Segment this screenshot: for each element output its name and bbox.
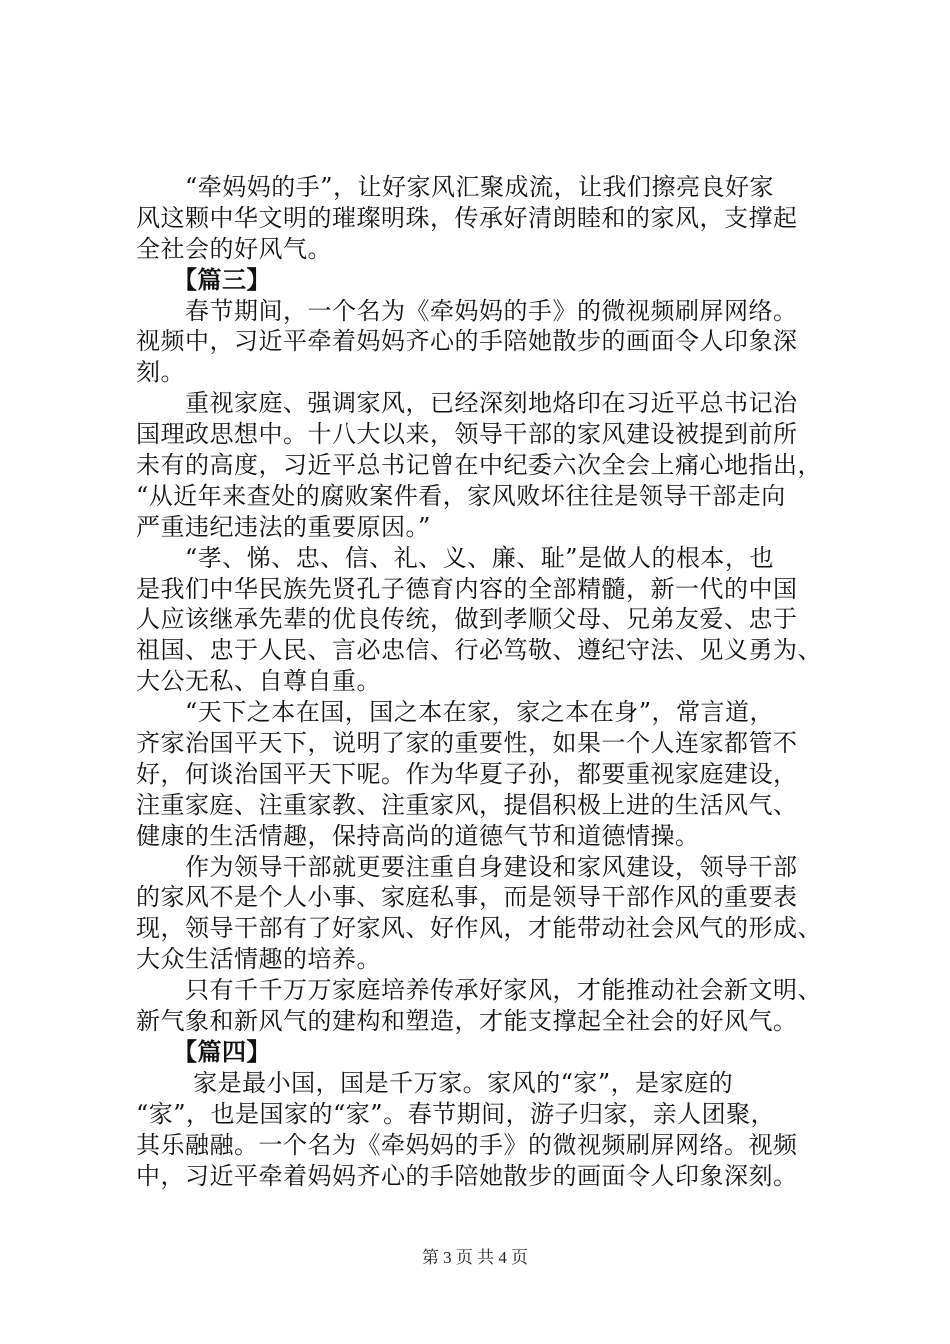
text-line: 作为领导干部就更要注重自身建设和家风建设，领导干部 xyxy=(136,852,798,881)
text-line: “家”，也是国家的“家”。春节期间，游子归家，亲人团聚， xyxy=(136,1099,776,1128)
text-line: 全社会的好风气。 xyxy=(136,234,332,263)
text-line: 的家风不是个人小事、家庭私事，而是领导干部作风的重要表 xyxy=(136,883,798,912)
text-line: 国理政思想中。十八大以来，领导干部的家风建设被提到前所 xyxy=(136,420,798,449)
paragraph xyxy=(136,1068,836,1192)
text-line: 大众生活情趣的培养。 xyxy=(136,945,381,974)
text-line: 现，领导干部有了好家风、好作风，才能带动社会风气的形成、 xyxy=(136,914,822,943)
text-line: 视频中，习近平牵着妈妈齐心的手陪她散步的画面令人印象深 xyxy=(136,327,798,356)
text-line: 是我们中华民族先贤孔子德育内容的全部精髓，新一代的中国 xyxy=(136,574,798,603)
text-line: 风这颗中华文明的璀璨明珠，传承好清朗睦和的家风，支撑起 xyxy=(136,203,798,232)
document-body xyxy=(136,172,836,1191)
paragraph xyxy=(136,543,836,697)
text-line: 新气象和新风气的建构和塑造，才能支撑起全社会的好风气。 xyxy=(136,1007,798,1036)
paragraph xyxy=(136,697,836,851)
section-heading xyxy=(136,265,836,296)
text-line: 刻。 xyxy=(136,358,185,387)
section-heading xyxy=(136,1037,836,1068)
text-line: “天下之本在国，国之本在家，家之本在身”，常言道， xyxy=(136,698,775,727)
text-line: “牵妈妈的手”，让好家风汇聚成流，让我们擦亮良好家 xyxy=(136,173,775,201)
text-line: 齐家治国平天下，说明了家的重要性，如果一个人连家都管不 xyxy=(136,729,798,758)
text-line: 重视家庭、强调家风，已经深刻地烙印在习近平总书记治 xyxy=(136,389,798,418)
text-line: 【篇四】 xyxy=(136,1036,271,1066)
text-line: 【篇三】 xyxy=(136,264,271,294)
text-line: 中，习近平牵着妈妈齐心的手陪她散步的画面令人印象深刻。 xyxy=(136,1161,798,1190)
paragraph xyxy=(136,296,836,389)
text-line: 注重家庭、注重家教、注重家风，提倡积极上进的生活风气、 xyxy=(136,790,798,819)
paragraph xyxy=(136,852,836,976)
text-line: 严重违纪违法的重要原因。” xyxy=(136,512,431,541)
text-line: “孝、悌、忠、信、礼、义、廉、耻”是做人的根本，也 xyxy=(136,543,775,572)
text-line: 大公无私、自尊自重。 xyxy=(136,667,381,696)
text-line: 春节期间，一个名为《牵妈妈的手》的微视频刷屏网络。 xyxy=(136,296,798,325)
text-line: 只有千千万万家庭培养传承好家风，才能推动社会新文明、 xyxy=(136,976,822,1005)
text-line: 家是最小国，国是千万家。家风的“家”，是家庭的 xyxy=(136,1068,734,1097)
text-line: “从近年来查处的腐败案件看，家风败坏往往是领导干部走向 xyxy=(136,481,786,510)
paragraph xyxy=(136,172,836,265)
text-line: 人应该继承先辈的优良传统，做到孝顺父母、兄弟友爱、忠于 xyxy=(136,605,798,634)
text-line: 祖国、忠于人民、言必忠信、行必笃敬、遵纪守法、见义勇为、 xyxy=(136,636,822,665)
paragraph xyxy=(136,975,836,1037)
text-line: 健康的生活情趣，保持高尚的道德气节和道德情操。 xyxy=(136,821,700,850)
paragraph xyxy=(136,388,836,542)
text-line: 其乐融融。一个名为《牵妈妈的手》的微视频刷屏网络。视频 xyxy=(136,1130,798,1159)
text-line: 未有的高度，习近平总书记曾在中纪委六次全会上痛心地指出， xyxy=(136,451,822,480)
page-footer: 第 3 页 共 4 页 xyxy=(421,1248,529,1267)
text-line: 好，何谈治国平天下呢。作为华夏子孙，都要重视家庭建设， xyxy=(136,759,798,788)
